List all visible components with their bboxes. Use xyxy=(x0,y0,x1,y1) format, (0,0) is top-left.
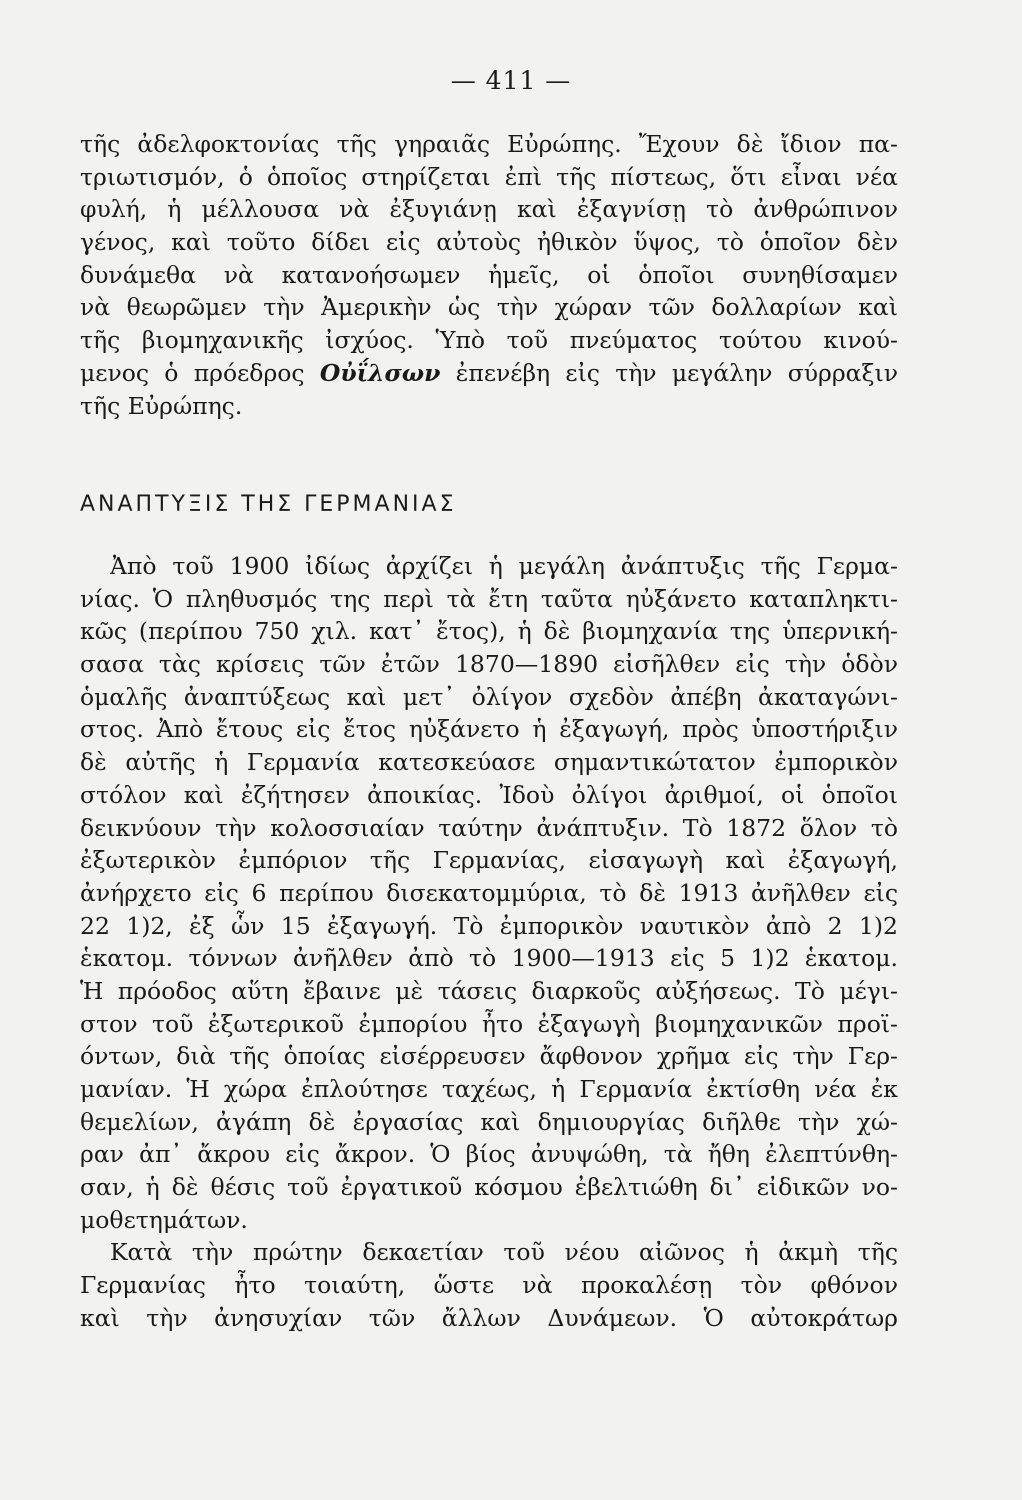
text-line: 22 1)2, ἐξ ὧν 15 ἐξαγωγή. Τὸ ἐμπορικὸν ναυτικὸν ἀπὸ 2 1)2 xyxy=(80,911,898,940)
text-line: τῆς βιομηχανικῆς ἰσχύος. Ὑπὸ τοῦ πνεύματος τούτου κινού- xyxy=(80,326,898,355)
text-line: σασα τὰς κρίσεις τῶν ἐτῶν 1870—1890 εἰσῆλθεν εἰς τὴν ὁδὸν xyxy=(80,650,898,679)
paragraph-1 xyxy=(80,128,898,422)
text-line: Κατὰ τὴν πρώτην δεκαετίαν τοῦ νέου αἰῶνος ἡ ἀκμὴ τῆς xyxy=(110,1238,898,1267)
text-line: στόλον καὶ ἐζήτησεν ἀποικίας. Ἰδοὺ ὀλίγοι ἀριθμοί, οἱ ὁποῖοι xyxy=(80,780,898,809)
text-line: μοθετημάτων. xyxy=(80,1205,248,1234)
text-line: τῆς ἀδελφοκτονίας τῆς γηραιᾶς Εὐρώπης. Ἔχουν δὲ ἴδιον πα- xyxy=(80,130,898,158)
text-line: κῶς (περίπου 750 χιλ. κατ᾽ ἔτος), ἡ δὲ βιομηχανία της ὑπερνική- xyxy=(80,617,898,646)
text-line: δὲ αὐτῆς ἡ Γερμανία κατεσκεύασε σημαντικώτατον ἐμπορικὸν xyxy=(80,748,898,777)
text-line: δυνάμεθα νὰ κατανοήσωμεν ἡμεῖς, οἱ ὁποῖοι συνηθίσαμεν xyxy=(80,260,898,289)
text-line: ραν ἀπ᾽ ἄκρου εἰς ἄκρον. Ὁ βίος ἀνυψώθη, τὰ ἤθη ἐλεπτύνθη- xyxy=(80,1140,898,1169)
text-line: νίας. Ὁ πληθυσμός της περὶ τὰ ἔτη ταῦτα ηὐξάνετο καταπληκτι- xyxy=(80,584,898,613)
text-line: φυλή, ἡ μέλλουσα νὰ ἐξυγιάνῃ καὶ ἐξαγνίσῃ τὸ ἀνθρώπινον xyxy=(80,195,898,224)
text-line: όντων, διὰ τῆς ὁποίας εἰσέρρευσεν ἄφθονον χρῆμα εἰς τὴν Γερ- xyxy=(80,1042,898,1071)
text-line: ἐξωτερικὸν ἐμπόριον τῆς Γερμανίας, εἰσαγωγὴ καὶ ἐξαγωγή, xyxy=(80,846,898,875)
text-line: ἑκατομ. τόννων ἀνῆλθεν ἀπὸ τὸ 1900—1913 εἰς 5 1)2 ἑκατομ. xyxy=(80,944,898,973)
text-segment: ἐπενέβη εἰς τὴν μεγάλην σύρραξιν xyxy=(440,358,898,387)
text-line: σαν, ἡ δὲ θέσις τοῦ ἐργατικοῦ κόσμου ἐβελτιώθη δι᾽ εἰδικῶν νο- xyxy=(80,1173,898,1202)
text-line: τριωτισμόν, ὁ ὁποῖος στηρίζεται ἐπὶ τῆς πίστεως, ὅτι εἶναι νέα xyxy=(80,162,898,191)
text-line: στος. Ἀπὸ ἔτους εἰς ἔτος ηὐξάνετο ἡ ἐξαγωγή, πρὸς ὑποστήριξιν xyxy=(80,715,898,744)
text-line: γένος, καὶ τοῦτο δίδει εἰς αὐτοὺς ἠθικὸν ὕψος, τὸ ὁποῖον δὲν xyxy=(80,228,898,257)
emphasized-name: Οὐΐλσων xyxy=(319,358,441,387)
text-line: ὁμαλῆς ἀναπτύξεως καὶ μετ᾽ ὀλίγον σχεδὸν ἀπέβη ἀκαταγώνι- xyxy=(80,682,898,711)
text-line: ἀνήρχετο εἰς 6 περίπου δισεκατομμύρια, τὸ δὲ 1913 ἀνῆλθεν εἰς xyxy=(80,878,898,907)
text-line xyxy=(80,357,898,390)
text-line: νὰ θεωρῶμεν τὴν Ἀμερικὴν ὡς τὴν χώραν τῶν δολλαρίων καὶ xyxy=(80,293,898,322)
text-line: μανίαν. Ἡ χώρα ἐπλούτησε ταχέως, ἡ Γερμανία ἐκτίσθη νέα ἐκ xyxy=(80,1075,898,1103)
text-line: Ἀπὸ τοῦ 1900 ἰδίως ἀρχίζει ἡ μεγάλη ἀνάπτυξις τῆς Γερμα- xyxy=(110,552,898,580)
text-line: θεμελίων, ἀγάπη δὲ ἐργασίας καὶ δημιουργίας διῆλθε τὴν χώ- xyxy=(80,1107,898,1136)
text-line: Ἡ πρόοδος αὕτη ἔβαινε μὲ τάσεις διαρκοῦς αὐξήσεως. Τὸ μέγι- xyxy=(80,976,898,1005)
section-heading: ΑΝΑΠΤΥΞΙΣ ΤΗΣ ΓΕΡΜΑΝΙΑΣ xyxy=(80,492,457,517)
text-line: καὶ τὴν ἀνησυχίαν τῶν ἄλλων Δυνάμεων. Ὁ αὐτοκράτωρ xyxy=(80,1303,898,1332)
text-segment: μενος ὁ πρόεδρος xyxy=(80,358,320,387)
page-number: — 411 — xyxy=(450,66,572,95)
text-line: στον τοῦ ἐξωτερικοῦ ἐμπορίου ἦτο ἐξαγωγὴ βιομηχανικῶν προϊ- xyxy=(80,1009,898,1038)
text-line: δεικνύουν τὴν κολοσσιαίαν ταύτην ἀνάπτυξιν. Τὸ 1872 ὅλον τὸ xyxy=(80,813,898,842)
text-line: τῆς Εὐρώπης. xyxy=(80,391,243,420)
paragraph-2 xyxy=(80,550,898,1335)
text-line: Γερμανίας ἦτο τοιαύτη, ὥστε νὰ προκαλέσῃ τὸν φθόνον xyxy=(80,1271,898,1300)
